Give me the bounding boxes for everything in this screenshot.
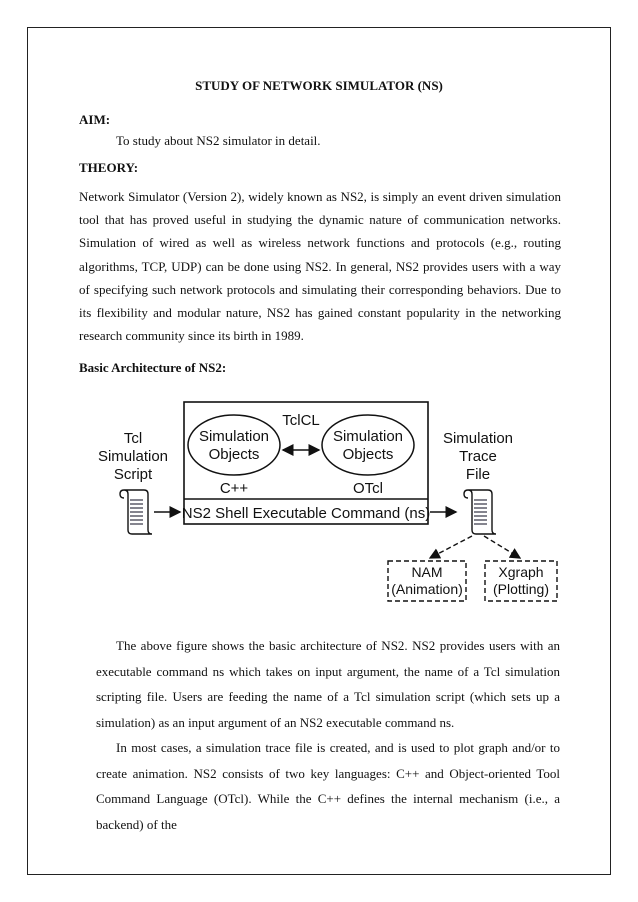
trace-file-label-line2: Trace (459, 448, 497, 465)
sim-objects-right-line2: Objects (342, 446, 394, 463)
architecture-heading: Basic Architecture of NS2: (79, 360, 227, 375)
page-title: STUDY OF NETWORK SIMULATOR (NS) (195, 78, 443, 93)
cpp-label: C++ (219, 480, 249, 497)
xgraph-label-line1: Xgraph (498, 564, 544, 580)
trace-file-label-line3: File (465, 466, 491, 483)
sim-objects-left-line2: Objects (208, 446, 260, 463)
tcl-script-label-line1: Tcl (123, 430, 143, 447)
script-scroll-icon (120, 490, 152, 534)
trace-scroll-icon (464, 490, 496, 534)
nam-label-line2: (Animation) (391, 581, 463, 597)
simulation-objects-cpp-ellipse (188, 415, 280, 475)
trace-to-nam-arrow (430, 536, 472, 558)
tclcl-label: TclCL (282, 412, 320, 429)
paragraph-languages: In most cases, a simulation trace file is created, and is used to plot graph and/or to create animation. NS2 consists of two key languages: C++ and Object-oriented Tool Command Language (OTcl). While the C++ defines the internal mechanism (i.e., a backend) of the (96, 740, 560, 832)
nam-label-line1: NAM (411, 564, 443, 580)
tcl-script-label-line2: Simulation (97, 448, 169, 465)
sim-objects-right-line1: Simulation (332, 428, 404, 445)
aim-text: To study about NS2 simulator in detail. (116, 133, 321, 148)
sim-objects-left-line1: Simulation (198, 428, 270, 445)
trace-to-xgraph-arrow (484, 536, 520, 558)
trace-file-label-line1: Simulation (442, 430, 514, 447)
simulation-objects-otcl-ellipse (322, 415, 414, 475)
ns-command-label: NS2 Shell Executable Command (ns) (181, 505, 431, 522)
ns2-architecture-diagram (88, 398, 568, 608)
xgraph-label-line2: (Plotting) (492, 581, 550, 597)
aim-heading: AIM: (79, 112, 111, 127)
otcl-label: OTcl (353, 480, 383, 497)
tcl-script-label-line3: Script (113, 466, 153, 483)
paragraph-architecture-description: The above figure shows the basic architecture of NS2. NS2 provides users with an executable command ns which takes on input argument, the name of a Tcl simulation scripting file. Users are feeding the name of a Tcl simulation script (which sets up a simulation) as an input argument of an NS2 executable command ns. (96, 638, 560, 730)
theory-paragraph: Network Simulator (Version 2), widely known as NS2, is simply an event driven simulation tool that has proved useful in studying the dynamic nature of communication networks. Simulation of wired as well as wireless network functions and protocols (e.g., routing algorithms, TCP, UDP) can be done using NS2. In general, NS2 provides users with a way of specifying such network protocols and simulating their corresponding behaviors. Due to its flexibility and modular nature, NS2 has gained constant popularity in the networking research community since its birth in 1989. (79, 189, 561, 344)
theory-heading: THEORY: (79, 160, 139, 175)
